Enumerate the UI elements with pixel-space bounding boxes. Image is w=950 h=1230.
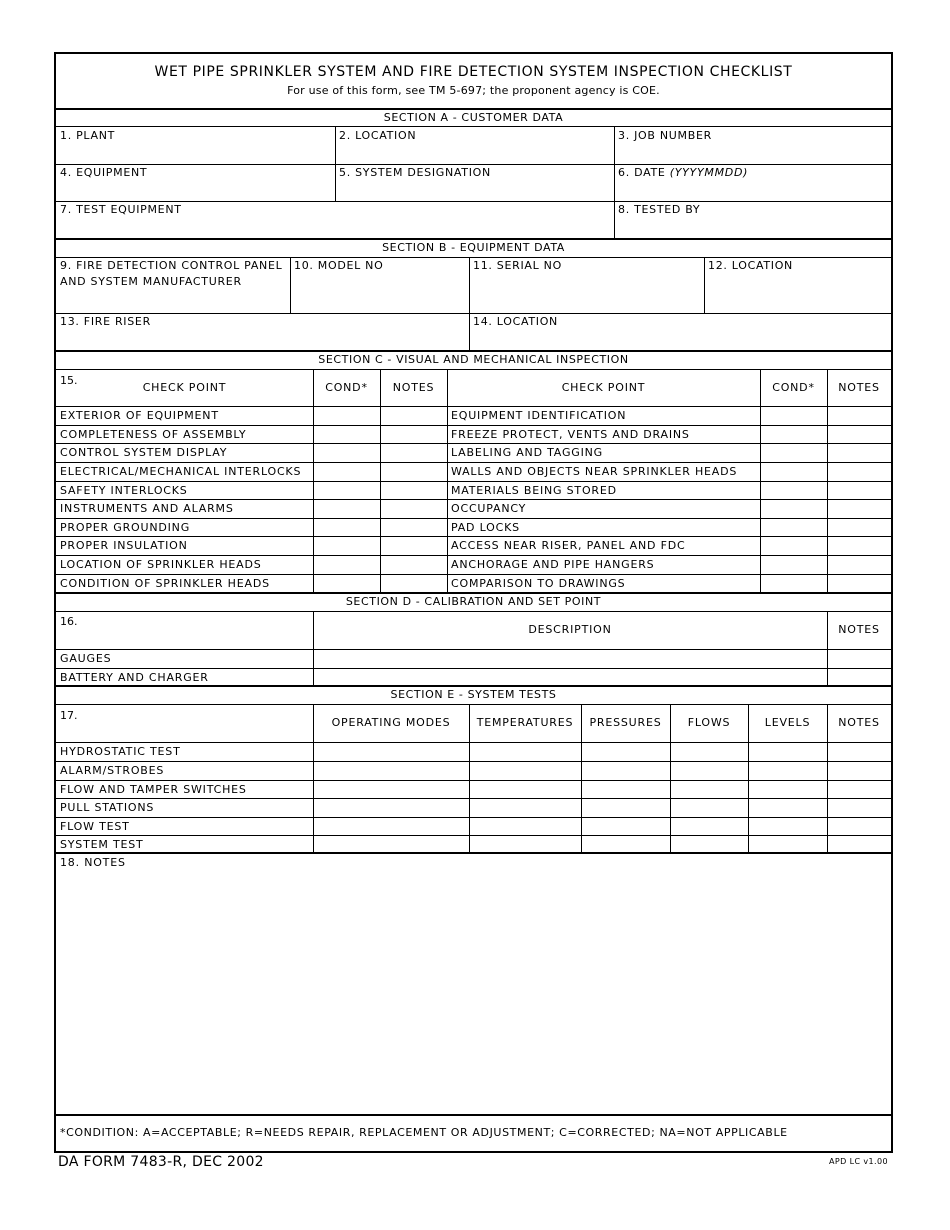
equipment-label: 4. EQUIPMENT	[60, 166, 148, 179]
model-no-field[interactable]	[292, 276, 468, 312]
notes-field[interactable]	[57, 874, 890, 1112]
form-title: WET PIPE SPRINKLER SYSTEM AND FIRE DETECTION SYSTEM INSPECTION CHECKLIST	[154, 64, 793, 80]
form-version: APD LC v1.00	[829, 1157, 888, 1166]
list-item: PROPER INSULATION	[60, 539, 188, 552]
system-designation-label: 5. SYSTEM DESIGNATION	[339, 166, 491, 179]
condition-note: *CONDITION: A=ACCEPTABLE; R=NEEDS REPAIR, REPLACEMENT OR ADJUSTMENT; C=CORRECTED; NA=NOT APPLICABLE	[60, 1126, 788, 1139]
equipment-location-field[interactable]	[706, 276, 890, 312]
list-item: EXTERIOR OF EQUIPMENT	[60, 409, 219, 422]
location-field[interactable]	[337, 144, 613, 163]
pressures-header: PRESSURES	[589, 716, 662, 729]
test-equipment-field[interactable]	[57, 218, 612, 237]
list-item: CONDITION OF SPRINKLER HEADS	[60, 577, 270, 590]
list-item: BATTERY AND CHARGER	[60, 671, 209, 684]
manufacturer-field[interactable]	[57, 292, 288, 312]
list-item: LOCATION OF SPRINKLER HEADS	[60, 558, 262, 571]
notes-header: NOTES	[838, 623, 880, 636]
list-item: MATERIALS BEING STORED	[451, 484, 617, 497]
date-field[interactable]	[616, 181, 890, 200]
list-item: SYSTEM TEST	[60, 838, 144, 851]
list-item: FLOW TEST	[60, 820, 130, 833]
list-item: FREEZE PROTECT, VENTS AND DRAINS	[451, 428, 690, 441]
operating-modes-header: OPERATING MODES	[331, 716, 451, 729]
plant-label: 1. PLANT	[60, 129, 116, 142]
temperatures-header: TEMPERATURES	[476, 716, 574, 729]
levels-header: LEVELS	[764, 716, 811, 729]
job-number-field[interactable]	[616, 144, 890, 163]
flows-header: FLOWS	[687, 716, 731, 729]
fire-riser-label: 13. FIRE RISER	[60, 315, 151, 328]
section-c-heading: SECTION C - VISUAL AND MECHANICAL INSPECTION	[318, 353, 629, 366]
plant-field[interactable]	[57, 144, 333, 163]
list-item: FLOW AND TAMPER SWITCHES	[60, 783, 247, 796]
form-number: DA FORM 7483-R, DEC 2002	[58, 1154, 264, 1170]
list-item: HYDROSTATIC TEST	[60, 745, 181, 758]
tested-by-field[interactable]	[616, 218, 890, 237]
manufacturer-label: 9. FIRE DETECTION CONTROL PANEL AND SYSTEM MANUFACTURER	[60, 259, 283, 288]
cond-header-right: COND*	[772, 381, 815, 394]
date-label: 6. DATE (YYYYMMDD)	[618, 166, 749, 179]
check-point-header-right: CHECK POINT	[561, 381, 646, 394]
notes-label: 18. NOTES	[60, 856, 126, 869]
notes-header-right: NOTES	[838, 381, 880, 394]
section-d-heading: SECTION D - CALIBRATION AND SET POINT	[345, 595, 602, 608]
item-15-number: 15.	[60, 374, 78, 387]
serial-no-field[interactable]	[471, 276, 703, 312]
location-label: 2. LOCATION	[339, 129, 417, 142]
list-item: ANCHORAGE AND PIPE HANGERS	[451, 558, 655, 571]
list-item: PROPER GROUNDING	[60, 521, 191, 534]
item-17-number: 17.	[60, 709, 78, 722]
section-a-heading: SECTION A - CUSTOMER DATA	[383, 111, 564, 124]
system-designation-field[interactable]	[337, 181, 613, 200]
job-number-label: 3. JOB NUMBER	[618, 129, 712, 142]
test-equipment-label: 7. TEST EQUIPMENT	[60, 203, 182, 216]
fire-riser-field[interactable]	[57, 330, 468, 349]
list-item: ACCESS NEAR RISER, PANEL AND FDC	[451, 539, 686, 552]
description-header: DESCRIPTION	[528, 623, 612, 636]
notes-header: NOTES	[838, 716, 880, 729]
section-e-heading: SECTION E - SYSTEM TESTS	[390, 688, 557, 701]
equipment-field[interactable]	[57, 181, 333, 200]
riser-location-field[interactable]	[471, 330, 890, 349]
list-item: PULL STATIONS	[60, 801, 155, 814]
notes-header-left: NOTES	[392, 381, 435, 394]
list-item: SAFETY INTERLOCKS	[60, 484, 188, 497]
check-point-header-left: CHECK POINT	[142, 381, 227, 394]
list-item: ELECTRICAL/MECHANICAL INTERLOCKS	[60, 465, 302, 478]
list-item: COMPARISON TO DRAWINGS	[451, 577, 626, 590]
list-item: EQUIPMENT IDENTIFICATION	[451, 409, 627, 422]
serial-no-label: 11. SERIAL NO	[473, 259, 562, 272]
list-item: INSTRUMENTS AND ALARMS	[60, 502, 234, 515]
cond-header-left: COND*	[325, 381, 368, 394]
equipment-location-label: 12. LOCATION	[708, 259, 793, 272]
list-item: WALLS AND OBJECTS NEAR SPRINKLER HEADS	[451, 465, 738, 478]
tested-by-label: 8. TESTED BY	[618, 203, 701, 216]
list-item: GAUGES	[60, 652, 112, 665]
list-item: COMPLETENESS OF ASSEMBLY	[60, 428, 247, 441]
list-item: ALARM/STROBES	[60, 764, 165, 777]
inspection-form	[54, 52, 893, 1153]
list-item: LABELING AND TAGGING	[451, 446, 603, 459]
list-item: CONTROL SYSTEM DISPLAY	[60, 446, 228, 459]
item-16-number: 16.	[60, 615, 78, 628]
section-b-heading: SECTION B - EQUIPMENT DATA	[382, 241, 565, 254]
riser-location-label: 14. LOCATION	[473, 315, 558, 328]
form-subtitle: For use of this form, see TM 5-697; the proponent agency is COE.	[287, 84, 660, 97]
list-item: OCCUPANCY	[451, 502, 527, 515]
list-item: PAD LOCKS	[451, 521, 520, 534]
model-no-label: 10. MODEL NO	[294, 259, 384, 272]
